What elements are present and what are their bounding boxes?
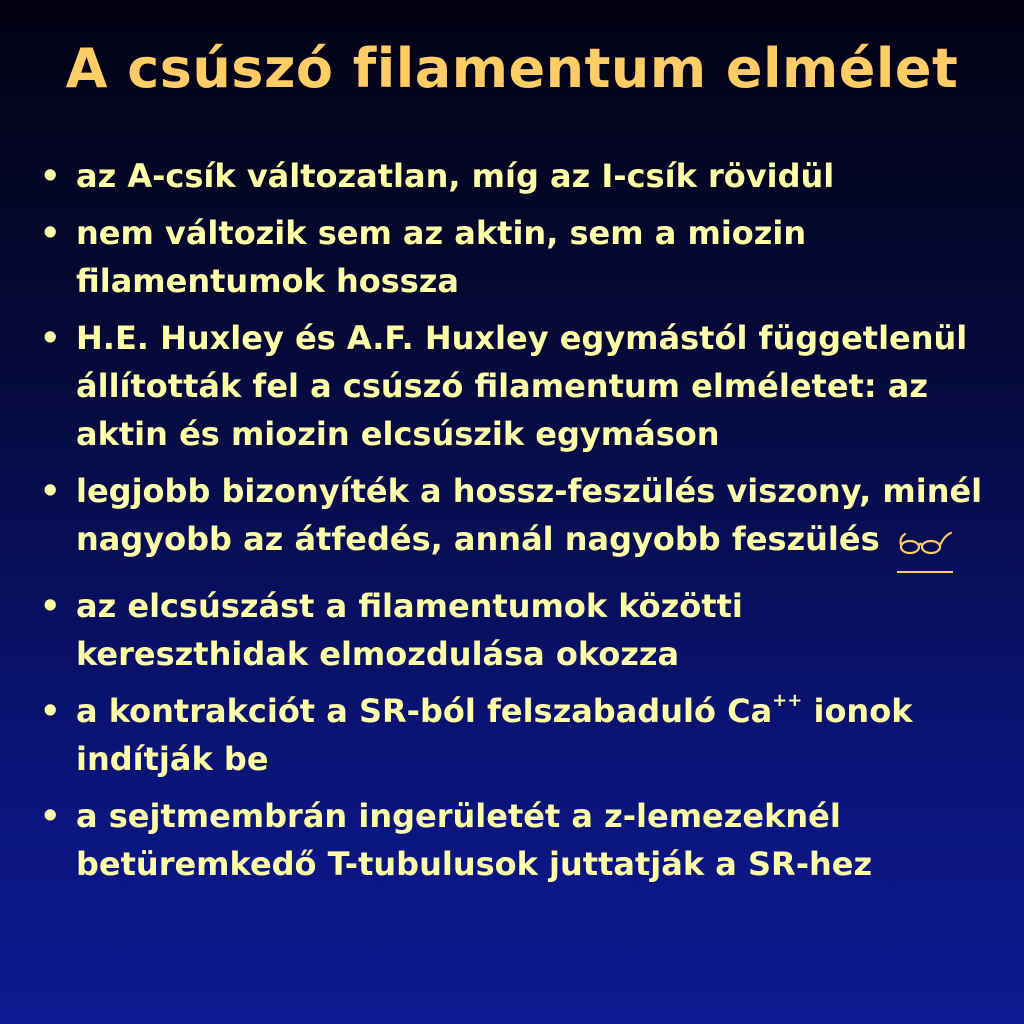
bullet-text: az A-csík változatlan, míg az I-csík rövidül — [76, 157, 835, 195]
superscript-charge: ++ — [772, 690, 803, 711]
bullet-dot: • — [40, 319, 61, 357]
bullet-dot: • — [40, 157, 61, 195]
bullet-item-2 — [36, 209, 986, 305]
bullet-text: H.E. Huxley és A.F. Huxley egymástól függetlenül állították fel a csúszó filamentum elméletet: az aktin és miozin elcsúszik egymáson — [76, 319, 968, 453]
bullet-item-6 — [36, 687, 986, 783]
bullet-item-7 — [36, 792, 986, 888]
bullet-item-1 — [36, 152, 986, 200]
bullet-text: nem változik sem az aktin, sem a miozin filamentumok hossza — [76, 214, 807, 300]
bullet-dot: • — [40, 797, 61, 835]
bullet-text: a sejtmembrán ingerületét a z-lemezeknél betüremkedő T-tubulusok juttatják a SR-hez — [76, 797, 873, 883]
bullet-item-5 — [36, 582, 986, 678]
bullet-dot: • — [40, 692, 61, 730]
bullet-item-3 — [36, 314, 986, 458]
bullet-item-4 — [36, 467, 986, 573]
slide-title: A csúszó filamentum elmélet — [65, 37, 959, 100]
bullet-list — [36, 152, 986, 897]
bullet-text-continued: ionok indítják be — [76, 692, 913, 778]
bullet-dot: • — [40, 587, 61, 625]
bullet-dot: • — [40, 214, 61, 252]
bullet-text: a kontrakciót a SR-ból felszabaduló Ca — [76, 692, 773, 730]
bullet-dot: • — [40, 472, 61, 510]
glasses-icon[interactable] — [897, 521, 953, 573]
bullet-text: legjobb bizonyíték a hossz-feszülés viszony, minél nagyobb az átfedés, annál nagyobb feszülés — [76, 472, 983, 558]
bullet-text: az elcsúszást a filamentumok közötti kereszthidak elmozdulása okozza — [76, 587, 743, 673]
